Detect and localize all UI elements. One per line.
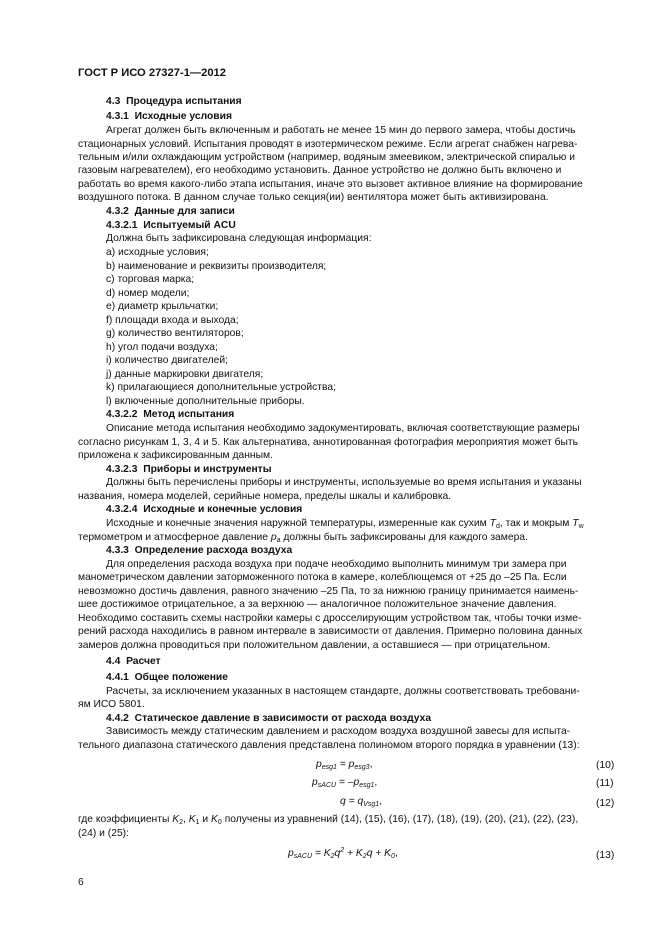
equation-number: (10) <box>596 760 615 771</box>
section-heading: 4.3.2.4 Исходные и конечные условия <box>106 504 303 515</box>
list-item: j) данные маркировки двигателя; <box>106 369 264 380</box>
list-item: b) наименование и реквизиты производителя; <box>106 261 327 272</box>
paragraph-line: Описание метода испытания необходимо задокументировать, включая соответствующие размеры <box>106 423 580 434</box>
paragraph-line: работать во время какого-либо этапа испытания, иначе это вызовет активное влияние на формирование <box>78 179 583 190</box>
list-item: l) включенные дополнительные приборы. <box>106 396 305 407</box>
paragraph-line: манометрическом давлении заторможенного потока в камере, колеблющемся от +25 до –25 Па. Если <box>78 572 567 583</box>
document-header: ГОСТ Р ИСО 27327-1—2012 <box>78 67 226 79</box>
paragraph-line: термометром и атмосферное давление $p_a$ должны быть зафиксированы для каждого замера. <box>78 532 528 544</box>
section-heading: 4.4 Расчет <box>106 656 161 667</box>
list-item: h) угол подачи воздуха; <box>106 342 218 353</box>
paragraph-line: (24) и (25): <box>78 828 129 839</box>
paragraph-line: где коэффициенты $K_2$, $K_1$ и $K_0$ получены из уравнений (14), (15), (16), (17), (18), (19), (20), (21), (22), (23), <box>78 814 579 826</box>
section-heading: 4.4.1 Общее положение <box>106 672 228 683</box>
paragraph-line: стационарных условий. Испытания проводят в изотермическом режиме. Если агрегат снабжен нагрева- <box>78 139 578 150</box>
paragraph-line: согласно рисункам 1, 3, 4 и 5. Как альтернатива, аннотированная фотография мероприятия может быть <box>78 437 578 448</box>
paragraph-line: тельным и/или охлаждающим устройством (например, водяным змеевиком, электрической спиралью и <box>78 152 576 163</box>
list-item: f) площади входа и выхода; <box>106 315 239 326</box>
section-heading: 4.3.2.2 Метод испытания <box>106 409 235 420</box>
paragraph-line: приложена к зафиксированным данным. <box>78 450 273 461</box>
list-item: e) диаметр крыльчатки; <box>106 301 219 312</box>
equation-10: $p_{esg1} = p_{esg3}$, <box>316 759 373 771</box>
list-item: k) прилагающиеся дополнительные устройства; <box>106 382 336 393</box>
section-heading: 4.3.2 Данные для записи <box>106 206 235 217</box>
section-heading: 4.3.3 Определение расхода воздуха <box>106 545 293 556</box>
paragraph-line: Расчеты, за исключением указанных в настоящем стандарте, должны соответствовать требовани- <box>106 686 580 697</box>
paragraph-line: Должна быть зафиксирована следующая информация: <box>106 233 372 244</box>
list-item: g) количество вентиляторов; <box>106 328 244 339</box>
section-heading: 4.3 Процедура испытания <box>106 96 242 107</box>
equation-number: (13) <box>596 850 615 861</box>
paragraph-line: газовым нагревателем), его необходимо установить. Данное устройство не должно быть включено и <box>78 165 562 176</box>
section-heading: 4.3.2.3 Приборы и инструменты <box>106 464 272 475</box>
paragraph-line: невозможно достичь давления, равного значению –25 Па, то за нижнюю границу принимается наимень- <box>78 586 579 597</box>
paragraph-line: названия, номера моделей, серийные номера, пределы шкалы и калибровка. <box>78 491 452 502</box>
list-item: a) исходные условия; <box>106 247 209 258</box>
paragraph-line: Исходные и конечные значения наружной температуры, измеренные как сухим $T_d$, так и мокрым $T_w$ <box>106 518 584 530</box>
equation-number: (12) <box>596 798 615 809</box>
equation-number: (11) <box>596 778 614 789</box>
equation-13: $p_{sACU} = K_2q^2 + K_2q + K_0$, <box>288 847 398 860</box>
paragraph-line: Для определения расхода воздуха при подаче необходимо выполнить минимум три замера при <box>106 559 567 570</box>
list-item: d) номер модели; <box>106 288 190 299</box>
paragraph-line: ям ИСО 5801. <box>78 699 145 710</box>
equation-11: $p_{sACU} = -p_{esg1}$, <box>312 777 378 789</box>
paragraph-line: Агрегат должен быть включенным и работать не менее 15 мин до первого замера, чтобы достичь <box>106 125 576 136</box>
paragraph-line: замеров должна проводиться при положительном давлении, а оставшиеся — при отрицательном. <box>78 640 551 651</box>
paragraph-line: рений расхода находились в равном интервале в зависимости от давления. Примерно половина данных <box>78 626 583 637</box>
list-item: i) количество двигателей; <box>106 355 228 366</box>
section-heading: 4.4.2 Статическое давление в зависимости от расхода воздуха <box>106 713 432 724</box>
paragraph-line: тельного диапазона статического давления представлена полиномом второго порядка в уравнении (13): <box>78 740 580 751</box>
section-heading: 4.3.1 Исходные условия <box>106 111 232 122</box>
equation-12: $q = q_{Vsg1}$, <box>340 796 383 808</box>
list-item: c) торговая марка; <box>106 274 195 285</box>
paragraph-line: воздушного потока. В данном случае только секция(ии) вентилятора может быть активизирована. <box>78 192 549 203</box>
paragraph-line: Необходимо составить схемы настройки камеры с дросселирующим устройством так, чтобы точки изме- <box>78 613 582 624</box>
paragraph-line: Должны быть перечислены приборы и инструменты, используемые во время испытания и указаны <box>106 477 582 488</box>
paragraph-line: Зависимость между статическим давлением и расходом воздуха воздушной завесы для испыта- <box>106 726 571 737</box>
paragraph-line: шее достижимое отрицательное, а за верхнюю — аналогичное положительное значение давления. <box>78 599 557 610</box>
section-heading: 4.3.2.1 Испытуемый ACU <box>106 220 236 231</box>
page-number: 6 <box>78 877 84 888</box>
